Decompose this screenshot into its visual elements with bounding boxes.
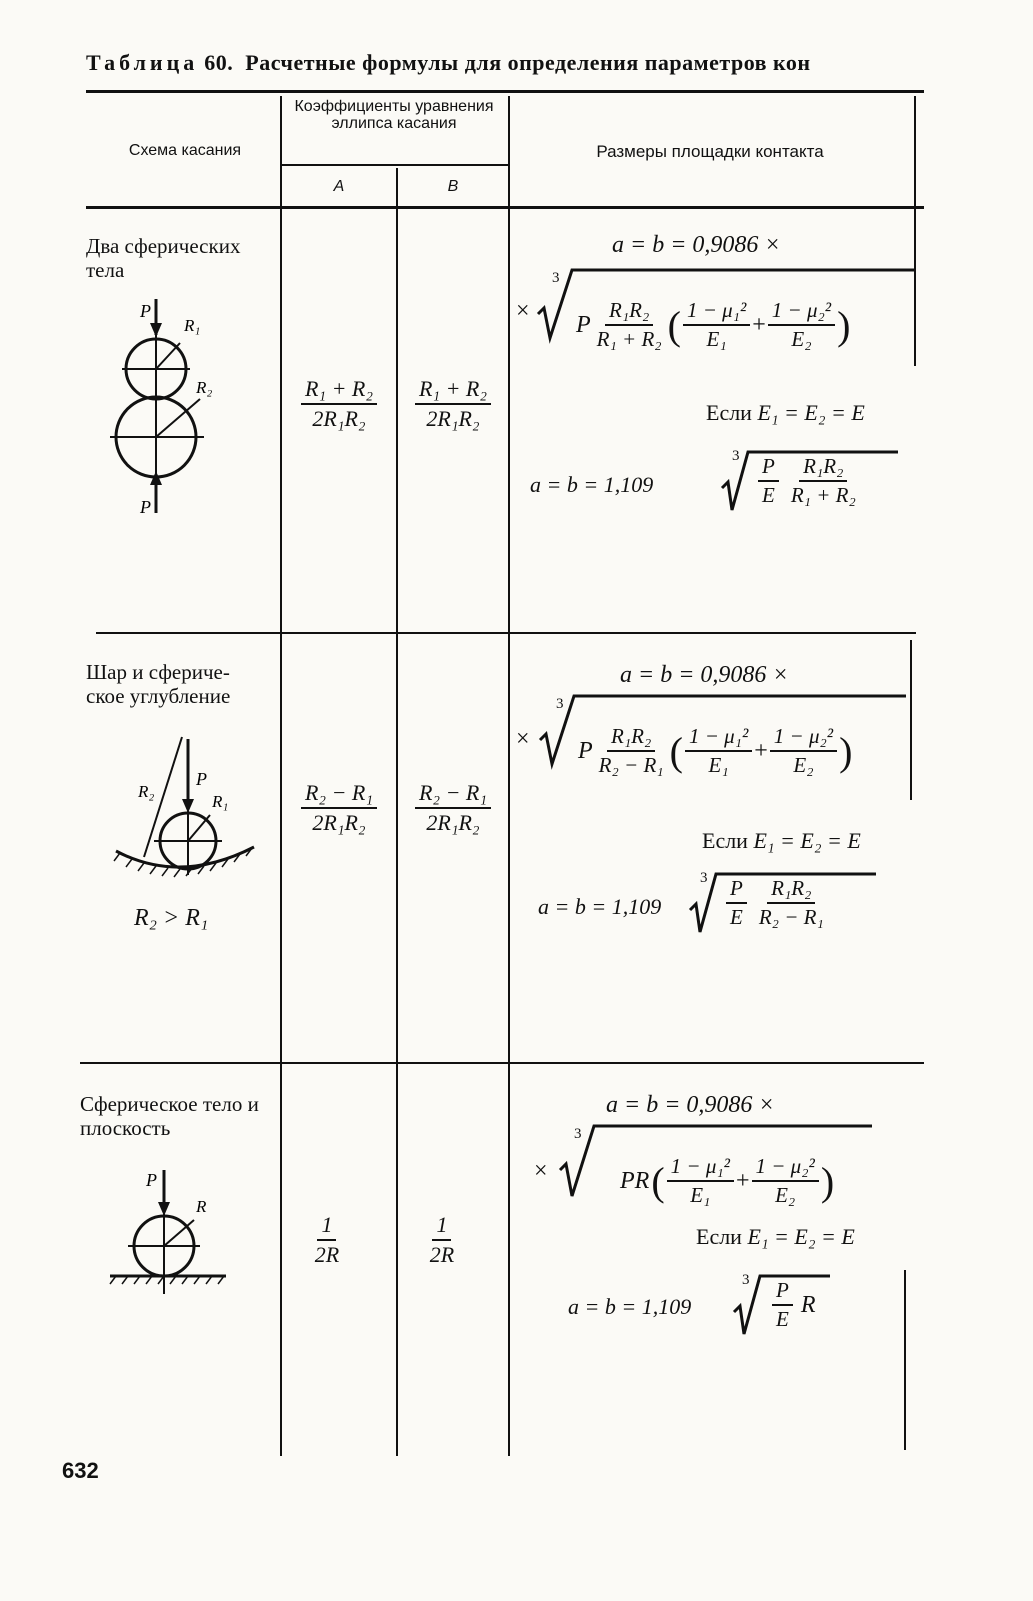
row1-simple-formula: a = b = 1,109 3 $\frac{P}{E}$ $\frac{\text{R₁R₂}}{\text{R₁ + R₂}}$ <box>530 448 900 518</box>
row3-diagram <box>108 1168 238 1298</box>
right-border-low <box>904 1270 906 1450</box>
row1-coef-a: $\frac{\text{R₁ + R₂}}{\text{2R₁R₂}}$ <box>282 376 396 432</box>
header-col-a: A <box>333 178 345 195</box>
row-rule-1 <box>96 632 916 634</box>
row2-diagram <box>110 735 260 885</box>
row1-formula-line1: a = b = 0,9086 × <box>612 232 781 258</box>
row2-coef-a: $\frac{\text{R₂ − R₁}}{\text{2R₁R₂}}$ <box>282 780 396 836</box>
table-caption <box>86 50 811 76</box>
row2-r2-label: R₂ <box>138 782 155 801</box>
header-sizes: Размеры площадки контакта <box>596 142 824 161</box>
row1-coef-b: $\frac{\text{R₁ + R₂}}{\text{2R₁R₂}}$ <box>398 376 508 432</box>
header-scheme: Схема касания <box>128 142 242 159</box>
row3-formula-root: × 3 PR ( $\frac{\text{1 − μ₁²}}{\text{E₁}}$ + $\frac{\text{1 − μ₂²}}{\text{E₂}}$ ) <box>534 1124 874 1204</box>
header-bottom-rule <box>86 206 924 209</box>
row1-r1-label: R₁ <box>184 316 201 335</box>
row1-r2-label: R₂ <box>196 378 213 397</box>
header-coefficients: Коэффициенты уравнения эллипса касания <box>294 98 494 132</box>
row2-coef-b: $\frac{\text{R₂ − R₁}}{\text{2R₁R₂}}$ <box>398 780 508 836</box>
row2-simple-formula: a = b = 1,109 3 $\frac{P}{E}$ $\frac{\text{R₁R₂}}{\text{R₂ − R₁}}$ <box>538 870 888 940</box>
col-divider-3 <box>508 96 510 1456</box>
row1-diagram <box>100 295 240 525</box>
row2-load-label: P <box>196 769 207 789</box>
row3-r-label: R <box>196 1197 207 1216</box>
row2-title: Шар и сфериче-ское углубление <box>86 660 231 708</box>
header-col-b: B <box>447 178 459 195</box>
row3-coef-a: $\frac{1}{2R}$ <box>314 1212 340 1267</box>
caption-number: 60. <box>204 50 234 75</box>
row2-condition: R₂ > R₁ <box>134 905 209 931</box>
caption-title: Расчетные формулы для определения параметров кон <box>245 50 811 75</box>
caption-label: Таблица <box>86 50 199 75</box>
row-rule-2 <box>80 1062 924 1064</box>
top-rule <box>86 90 924 93</box>
row3-if-condition: Если E₁ = E₂ = E <box>696 1224 855 1249</box>
row3-formula-line1: a = b = 0,9086 × <box>606 1092 775 1118</box>
row2-if-condition: Если E₁ = E₂ = E <box>702 828 861 853</box>
coeff-sub-rule <box>282 164 508 166</box>
row3-coef-b: $\frac{1}{2R}$ <box>429 1212 455 1267</box>
row3-load-label: P <box>146 1170 157 1190</box>
row3-simple-formula: a = b = 1,109 3 $\frac{P}{E}$ R <box>568 1272 858 1342</box>
row1-title: Два сферических тела <box>86 234 241 282</box>
page-number: 632 <box>62 1458 99 1483</box>
row2-r1-label: R₁ <box>212 792 229 811</box>
row2-formula-root: × 3 P $\frac{\text{R₁R₂}}{\text{R₂ − R₁}}$ ( $\frac{\text{1 − μ₁²}}{\text{E₁}}$ + $\frac{\text{1 − μ₂²}}{\text{E₂}}$ ) <box>516 694 908 774</box>
row1-load-bottom-label: P <box>140 497 151 517</box>
row3-title: Сферическое тело и плоскость <box>80 1092 259 1140</box>
row1-formula-root: × 3 P $\frac{\text{R₁R₂}}{\text{R₁ + R₂}}$ ( $\frac{\text{1 − μ₁²}}{\text{E₁}}$ + $\frac{\text{1 − μ₂²}}{\text{E₂}}$ ) <box>516 268 908 348</box>
right-border-mid <box>910 640 912 800</box>
row1-load-top-label: P <box>140 301 151 321</box>
row2-formula-line1: a = b = 0,9086 × <box>620 662 789 688</box>
row1-if-condition: Если E₁ = E₂ = E <box>706 400 865 425</box>
